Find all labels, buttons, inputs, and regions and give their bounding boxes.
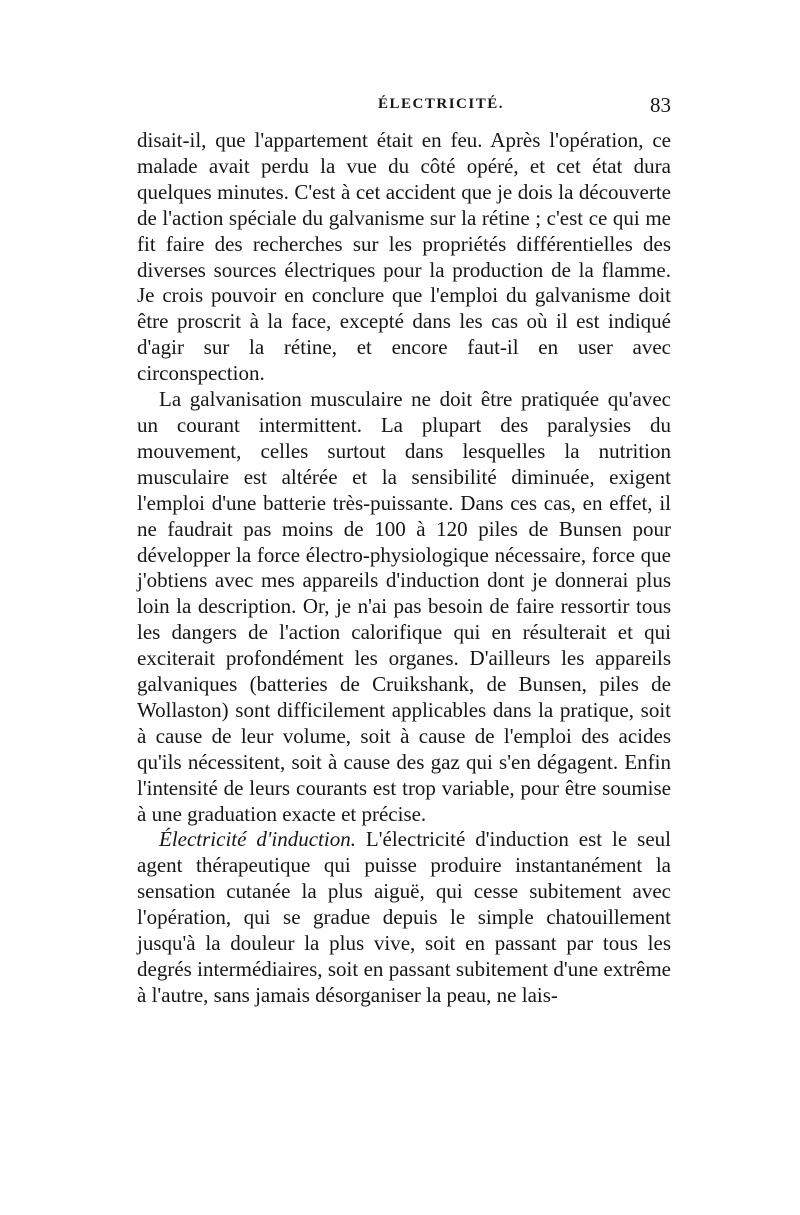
paragraph-3: [137, 827, 671, 1008]
section-lead-italic: Électricité d'induction.: [159, 827, 356, 852]
body-text: [137, 128, 671, 1009]
book-page: [137, 93, 671, 1009]
paragraph-1: disait-il, que l'appartement était en feu. Après l'opération, ce malade avait perdu la vue du côté opéré, et cet état dura quelques minutes. C'est à cet accident que je dois la découverte de l'action spéciale du galvanisme sur la rétine ; c'est ce qui me fit faire des recherches sur les propriétés différentielles des diverses sources électriques pour la production de la flamme. Je crois pouvoir en conclure que l'emploi du galvanisme doit être proscrit à la face, excepté dans les cas où il est indiqué d'agir sur la rétine, et encore faut-il en user avec circonspection.: [137, 128, 671, 386]
page-number: 83: [650, 93, 671, 117]
page-header: [137, 93, 671, 128]
running-title: ÉLECTRICITÉ.: [378, 96, 504, 112]
paragraph-3-text: L'électricité d'induction est le seul agent thérapeutique qui puisse produire instantanément la sensation cutanée la plus aiguë, qui cesse subitement avec l'opération, qui se gradue depuis le simple chatouillement jusqu'à la douleur la plus vive, soit en passant par tous les degrés intermédiaires, soit en passant subitement d'une extrême à l'autre, sans jamais désorganiser la peau, ne lais-: [137, 827, 671, 1007]
paragraph-2: La galvanisation musculaire ne doit être pratiquée qu'avec un courant intermittent. La plupart des paralysies du mouvement, celles surtout dans lesquelles la nutrition musculaire est altérée et la sensibilité diminuée, exigent l'emploi d'une batterie très-puissante. Dans ces cas, en effet, il ne faudrait pas moins de 100 à 120 piles de Bunsen pour développer la force électro-physiologique nécessaire, force que j'obtiens avec mes appareils d'induction dont je donnerai plus loin la description. Or, je n'ai pas besoin de faire ressortir tous les dangers de l'action calorifique qui en résulterait et qui exciterait profondément les organes. D'ailleurs les appareils galvaniques (batteries de Cruikshank, de Bunsen, piles de Wollaston) sont difficilement applicables dans la pratique, soit à cause de leur volume, soit à cause de l'emploi des acides qu'ils nécessitent, soit à cause des gaz qui s'en dégagent. Enfin l'intensité de leurs courants est trop variable, pour être soumise à une graduation exacte et précise.: [137, 387, 671, 826]
